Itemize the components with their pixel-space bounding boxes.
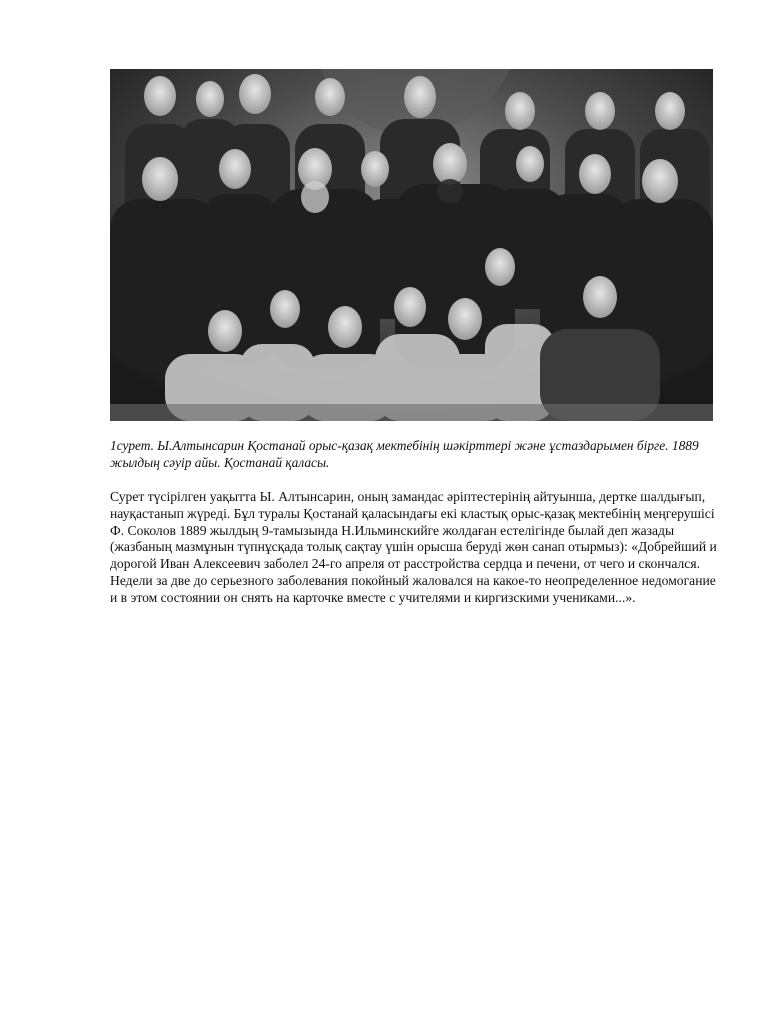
figure-caption: 1сурет. Ы.Алтынсарин Қостанай орыс-қазақ мектебінің шәкірттері және ұстаздарымен бірге. 1889 жылдың сәуір айы. Қостанай қаласы. (110, 438, 699, 470)
group-photo (110, 69, 713, 421)
group-photo-illustration (110, 69, 713, 421)
body-paragraph: Сурет түсірілген уақытта Ы. Алтынсарин, оның замандас әріптестерінің айтуынша, дертке шалдығып, науқастанып жүреді. Бұл туралы Қостанай қаласындағы екі кластық орыс-қазақ мектебінің меңгерушісі Ф. Соколов 1889 жылдың 9-тамызында Н.Ильминскийге жолдаған естелігінде былай деп жазады (жазбаның мазмұнын түпнұсқада толық сақтау үшін орысша беруді жөн санап отырмыз): «Добрейший и дорогой Иван Алексеевич заболел 24-го апреля от расстройства сердца и печени, от чего и скончался. Недели за две до серьезного заболевания покойный жаловался на какое-то неопределенное недомогание и в этом состоянии он снять на карточке вместе с учителями и киргизскими учениками...». (110, 489, 717, 605)
